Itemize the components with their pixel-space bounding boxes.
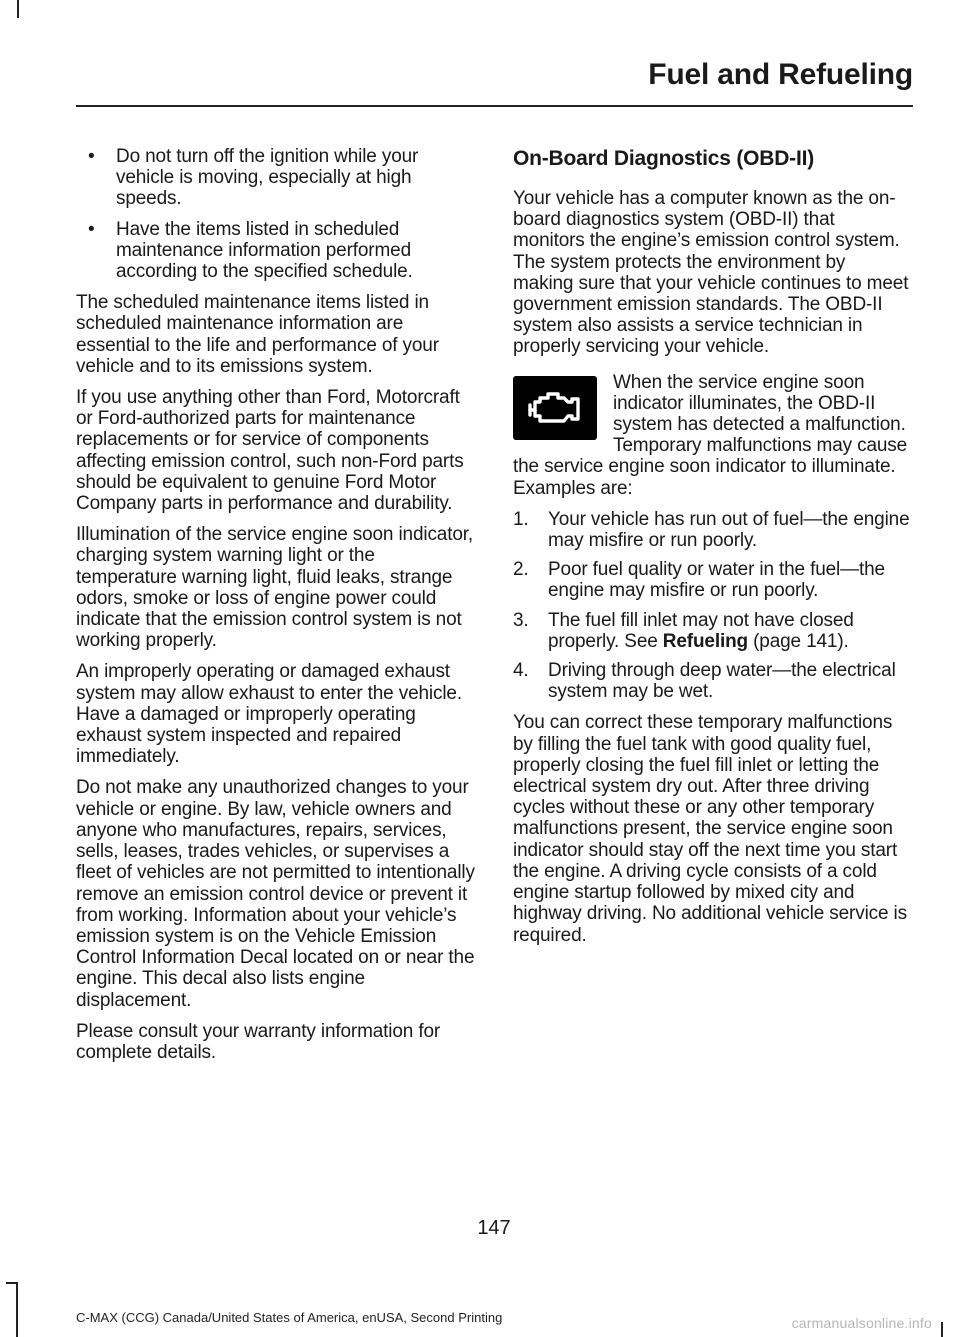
item-number: 4. (513, 660, 529, 682)
paragraph-ford-parts: If you use anything other than Ford, Motorcraft or Ford-authorized parts for maintenance replacements or for service of components affecting emission control, such non-Ford parts should be equivalent to genuine Ford Motor Company parts in performance and durability. (76, 387, 464, 515)
list-item (513, 559, 910, 601)
page-number: 147 (477, 1217, 511, 1239)
paragraph-correction: You can correct these temporary malfunctions by filling the fuel tank with good quality fuel, properly closing the fuel fill inlet or letting the electrical system dry out. After three driving cycles without these or any other temporary malfunctions present, the service engine soon indicator should stay off the next time you start the engine. A driving cycle consists of a cold engine startup followed by mixed city and highway driving. No additional vehicle service is required. (513, 712, 907, 946)
item-text-pre: The fuel fill inlet may not have closed properly. See (548, 609, 854, 652)
crop-mark-top-left (17, 0, 19, 18)
paragraph-obd-intro: Your vehicle has a computer known as the on-board diagnostics system (OBD-II) that monitors the engine’s emission control system. The system protects the environment by making sure that your vehicle continues to meet government emission standards. The OBD-II system also assists a service technician in properly servicing your vehicle. (513, 188, 909, 358)
list-item (513, 660, 910, 702)
section-heading: On-Board Diagnostics (OBD-II) (513, 147, 815, 170)
crop-mark-bottom-right (941, 1322, 943, 1337)
crop-mark-bottom-left (6, 1282, 16, 1284)
engine-glyph (526, 388, 584, 428)
bullet-marker: • (88, 218, 95, 240)
bullet-text: Have the items listed in scheduled maintenance information performed according to the specified schedule. (116, 218, 413, 283)
paragraph-exhaust: An improperly operating or damaged exhaust system may allow exhaust to enter the vehicle. Have a damaged or improperly operating exhaust system inspected and repaired immediately. (76, 661, 462, 768)
right-column (513, 146, 910, 956)
item-number: 3. (513, 609, 529, 631)
paragraph-unauthorized-changes: Do not make any unauthorized changes to your vehicle or engine. By law, vehicle owners and anyone who manufactures, repairs, services, sells, leases, trades vehicles, or supervises a fleet of vehicles are not permitted to intentionally remove an emission control device or prevent it from working. Information about your vehicle’s emission system is on the Vehicle Emission Control Information Decal located on or near the engine. This decal also lists engine displacement. (76, 777, 475, 1011)
crop-mark-bottom-left-vertical (16, 1282, 18, 1337)
refueling-link[interactable]: Refueling (662, 630, 748, 652)
examples-list (513, 509, 910, 703)
item-number: 1. (513, 508, 529, 530)
item-text: Your vehicle has run out of fuel—the engine may misfire or run poorly. (548, 508, 910, 552)
paragraph-illumination: Illumination of the service engine soon indicator, charging system warning light or the temperature warning light, fluid leaks, strange odors, smoke or loss of engine power could indicate that the emission control system is not working properly. (76, 524, 474, 652)
paragraph-warranty: Please consult your warranty information for complete details. (76, 1020, 441, 1063)
footer-edition: C-MAX (CCG) Canada/United States of America, enUSA, Second Printing (76, 1310, 503, 1325)
bullet-marker: • (88, 146, 95, 167)
list-item (513, 610, 910, 652)
page-title: Fuel and Refueling (648, 58, 913, 91)
check-engine-icon (513, 376, 597, 440)
item-number: 2. (513, 559, 529, 581)
item-text: Poor fuel quality or water in the fuel—the engine may misfire or run poorly. (548, 559, 885, 602)
paragraph-indicator: When the service engine soon indicator illuminates, the OBD-II system has detected a malfunction. Temporary malfunctions may cause the service engine soon indicator to illuminate. Examples are: (513, 371, 908, 499)
list-item (76, 146, 476, 210)
watermark: carmanualsonline.info (791, 1315, 932, 1331)
item-text-post: (page 141). (748, 630, 849, 652)
list-item (76, 219, 476, 283)
left-column (76, 146, 476, 1073)
bullet-list (76, 146, 476, 282)
bullet-text: Do not turn off the ignition while your vehicle is moving, especially at high speeds. (116, 146, 419, 210)
list-item (513, 509, 910, 551)
header-divider (76, 105, 913, 107)
paragraph-maintenance-items: The scheduled maintenance items listed in scheduled maintenance information are essential to the life and performance of your vehicle and to its emissions system. (76, 292, 439, 377)
indicator-block (513, 372, 910, 499)
item-text: Driving through deep water—the electrical system may be wet. (548, 660, 896, 703)
